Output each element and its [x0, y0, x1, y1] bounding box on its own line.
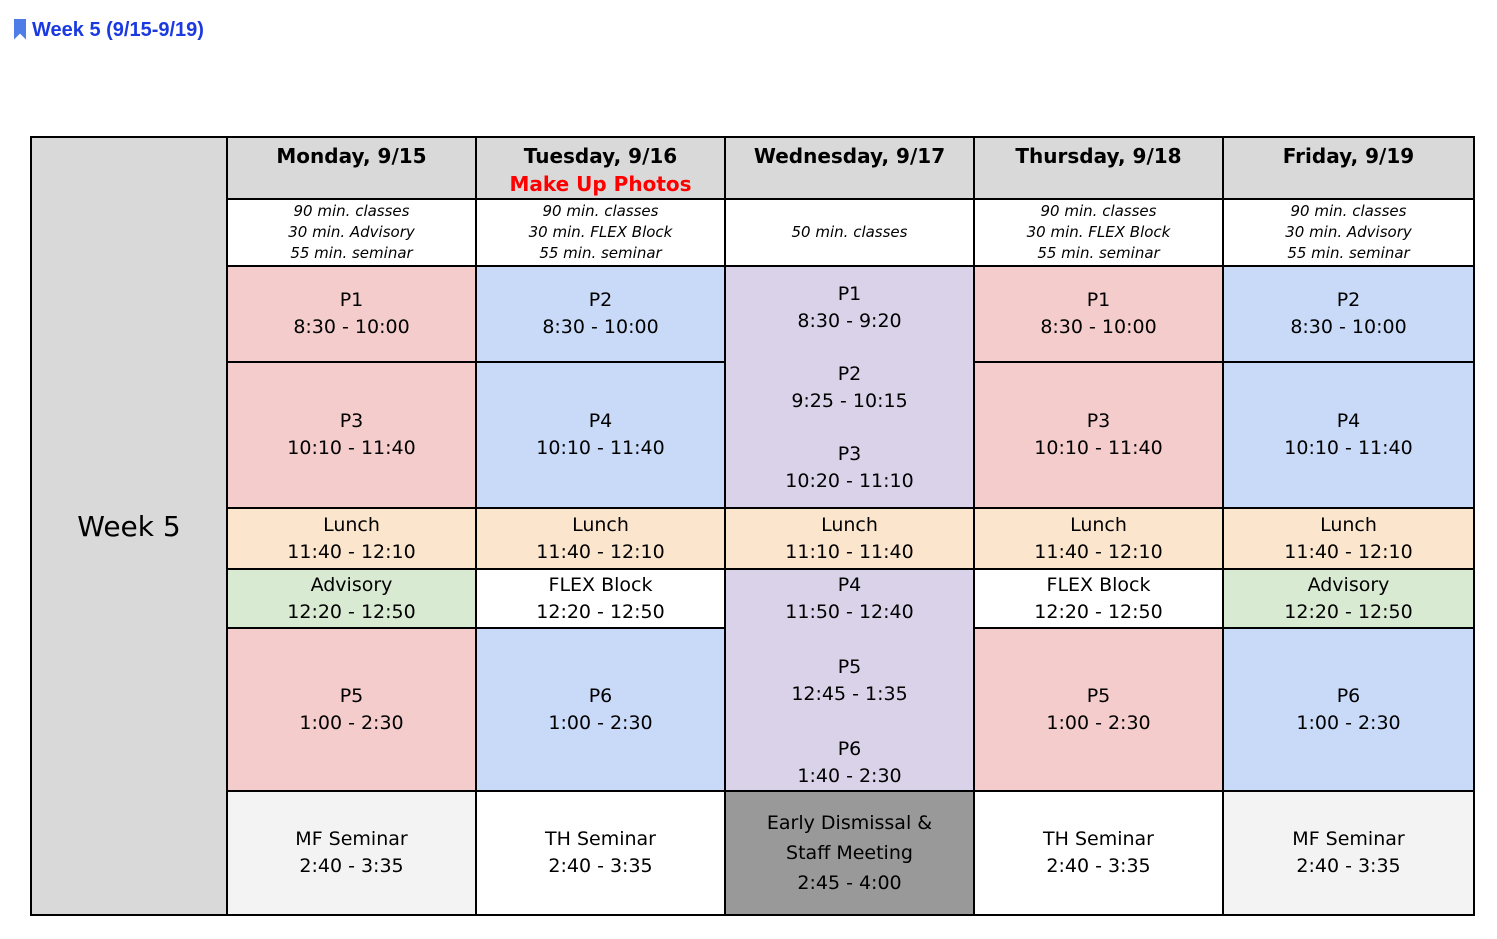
period-name: Lunch — [572, 513, 629, 536]
period-time: 11:50 - 12:40 — [785, 601, 914, 623]
period-time: 10:10 - 11:40 — [536, 437, 665, 459]
advisory-cell — [227, 569, 476, 628]
lunch-cell — [725, 508, 974, 569]
event-name-line2: Staff Meeting — [786, 842, 913, 864]
seminar-cell — [974, 791, 1223, 915]
seminar-cell — [227, 791, 476, 915]
period-time: 9:25 - 10:15 — [791, 390, 908, 412]
info-line: 90 min. classes — [542, 202, 659, 220]
class-info-monday — [227, 199, 476, 266]
wednesday-afternoon-block — [725, 569, 974, 791]
info-line: 30 min. Advisory — [288, 223, 415, 241]
period-time: 12:20 - 12:50 — [1034, 600, 1163, 623]
period-name: P3 — [339, 410, 364, 432]
period-time: 1:00 - 2:30 — [548, 711, 653, 734]
info-line: 55 min. seminar — [290, 244, 413, 262]
period-name: P6 — [1336, 684, 1361, 707]
info-line: 30 min. FLEX Block — [528, 223, 673, 241]
period-name: TH Seminar — [1043, 828, 1154, 850]
period-time: 12:20 - 12:50 — [536, 600, 665, 623]
lunch-cell — [227, 508, 476, 569]
day-name: Wednesday, 9/17 — [753, 144, 946, 168]
period-cell — [227, 628, 476, 791]
period-name: P1 — [339, 289, 364, 311]
day-name: Friday, 9/19 — [1282, 144, 1415, 168]
period-time: 11:40 - 12:10 — [1284, 540, 1413, 563]
period-cell — [974, 628, 1223, 791]
day-note: Make Up Photos — [509, 172, 692, 196]
period-time: 8:30 - 9:20 — [797, 310, 902, 332]
period-cell — [476, 266, 725, 362]
period-time: 10:10 - 11:40 — [1284, 437, 1413, 459]
wednesday-morning-block — [725, 266, 974, 508]
period-name: MF Seminar — [1292, 828, 1405, 850]
day-name: Monday, 9/15 — [276, 144, 427, 168]
period-time: 12:45 - 1:35 — [791, 683, 908, 705]
class-info-tuesday — [476, 199, 725, 266]
info-line: 55 min. seminar — [539, 244, 662, 262]
period-name: FLEX Block — [548, 573, 653, 596]
period-name: P2 — [588, 289, 613, 311]
period-name: P1 — [837, 283, 862, 305]
day-name: Tuesday, 9/16 — [523, 144, 678, 168]
day-name: Thursday, 9/18 — [1015, 144, 1182, 168]
period-name: P3 — [1086, 410, 1111, 432]
period-time: 2:40 - 3:35 — [548, 855, 653, 877]
period-time: 1:00 - 2:30 — [299, 711, 404, 734]
period-time: 2:40 - 3:35 — [299, 855, 404, 877]
day-header-friday — [1223, 137, 1474, 199]
period-name: P5 — [339, 684, 364, 707]
class-info-wednesday — [725, 199, 974, 266]
lunch-cell — [476, 508, 725, 569]
class-info-thursday — [974, 199, 1223, 266]
period-item — [726, 441, 973, 495]
period-cell — [1223, 266, 1474, 362]
period-time: 1:00 - 2:30 — [1296, 711, 1401, 734]
period-time: 10:20 - 11:10 — [785, 470, 914, 492]
period-time: 8:30 - 10:00 — [1290, 316, 1407, 338]
day-header-monday — [227, 137, 476, 199]
info-line: 90 min. classes — [1040, 202, 1157, 220]
lunch-cell — [1223, 508, 1474, 569]
period-time: 11:40 - 12:10 — [536, 540, 665, 563]
period-name: Lunch — [1070, 513, 1127, 536]
info-line: 55 min. seminar — [1037, 244, 1160, 262]
info-line: 30 min. FLEX Block — [1026, 223, 1171, 241]
bookmark-icon — [14, 19, 26, 40]
period-cell — [1223, 362, 1474, 508]
period-time: 8:30 - 10:00 — [542, 316, 659, 338]
period-name: P4 — [837, 574, 862, 596]
week-title-link[interactable] — [14, 18, 204, 42]
period-cell — [974, 266, 1223, 362]
period-time: 2:40 - 3:35 — [1046, 855, 1151, 877]
day-header-thursday — [974, 137, 1223, 199]
period-name: P5 — [1086, 684, 1111, 707]
period-cell — [476, 628, 725, 791]
period-name: Advisory — [1307, 573, 1390, 596]
flex-block-cell — [476, 569, 725, 628]
period-name: Lunch — [1320, 513, 1377, 536]
period-item — [726, 736, 973, 790]
period-name: TH Seminar — [545, 828, 656, 850]
period-time: 11:40 - 12:10 — [1034, 540, 1163, 563]
info-line: 55 min. seminar — [1287, 244, 1410, 262]
period-name: P3 — [837, 443, 862, 465]
period-time: 2:40 - 3:35 — [1296, 855, 1401, 877]
period-name: P6 — [837, 738, 862, 760]
lunch-cell — [974, 508, 1223, 569]
day-header-wednesday — [725, 137, 974, 199]
period-time: 10:10 - 11:40 — [1034, 437, 1163, 459]
info-line: 50 min. classes — [791, 223, 908, 241]
period-time: 1:00 - 2:30 — [1046, 711, 1151, 734]
period-item — [726, 281, 973, 335]
period-name: Lunch — [821, 513, 878, 536]
period-item — [726, 572, 973, 626]
period-time: 10:10 - 11:40 — [287, 437, 416, 459]
info-line: 90 min. classes — [293, 202, 410, 220]
period-time: 11:40 - 12:10 — [287, 540, 416, 563]
period-item — [726, 361, 973, 415]
period-time: 11:10 - 11:40 — [785, 540, 914, 563]
period-cell — [974, 362, 1223, 508]
period-name: MF Seminar — [295, 828, 408, 850]
period-name: P4 — [588, 410, 613, 432]
period-name: P2 — [1336, 289, 1361, 311]
period-name: P1 — [1086, 289, 1111, 311]
period-name: P4 — [1336, 410, 1361, 432]
advisory-cell — [1223, 569, 1474, 628]
event-time: 2:45 - 4:00 — [797, 872, 902, 894]
period-time: 12:20 - 12:50 — [287, 600, 416, 623]
period-time: 8:30 - 10:00 — [293, 316, 410, 338]
period-cell — [227, 266, 476, 362]
period-name: P5 — [837, 656, 862, 678]
period-cell — [476, 362, 725, 508]
week-title: Week 5 (9/15-9/19) — [32, 18, 204, 41]
period-name: Lunch — [323, 513, 380, 536]
flex-block-cell — [974, 569, 1223, 628]
period-time: 12:20 - 12:50 — [1284, 600, 1413, 623]
event-name-line1: Early Dismissal & — [766, 812, 933, 834]
period-cell — [227, 362, 476, 508]
period-cell — [1223, 628, 1474, 791]
period-name: Advisory — [310, 573, 393, 596]
period-name: P6 — [588, 684, 613, 707]
early-dismissal-cell — [725, 791, 974, 915]
schedule-table — [30, 136, 1475, 916]
info-line: 90 min. classes — [1290, 202, 1407, 220]
period-time: 8:30 - 10:00 — [1040, 316, 1157, 338]
week-label: Week 5 — [77, 509, 181, 543]
seminar-cell — [1223, 791, 1474, 915]
period-name: FLEX Block — [1046, 573, 1151, 596]
day-header-tuesday — [476, 137, 725, 199]
seminar-cell — [476, 791, 725, 915]
class-info-friday — [1223, 199, 1474, 266]
week-label-cell — [31, 137, 227, 915]
period-item — [726, 654, 973, 708]
period-name: P2 — [837, 363, 862, 385]
period-time: 1:40 - 2:30 — [797, 765, 902, 787]
info-line: 30 min. Advisory — [1285, 223, 1412, 241]
